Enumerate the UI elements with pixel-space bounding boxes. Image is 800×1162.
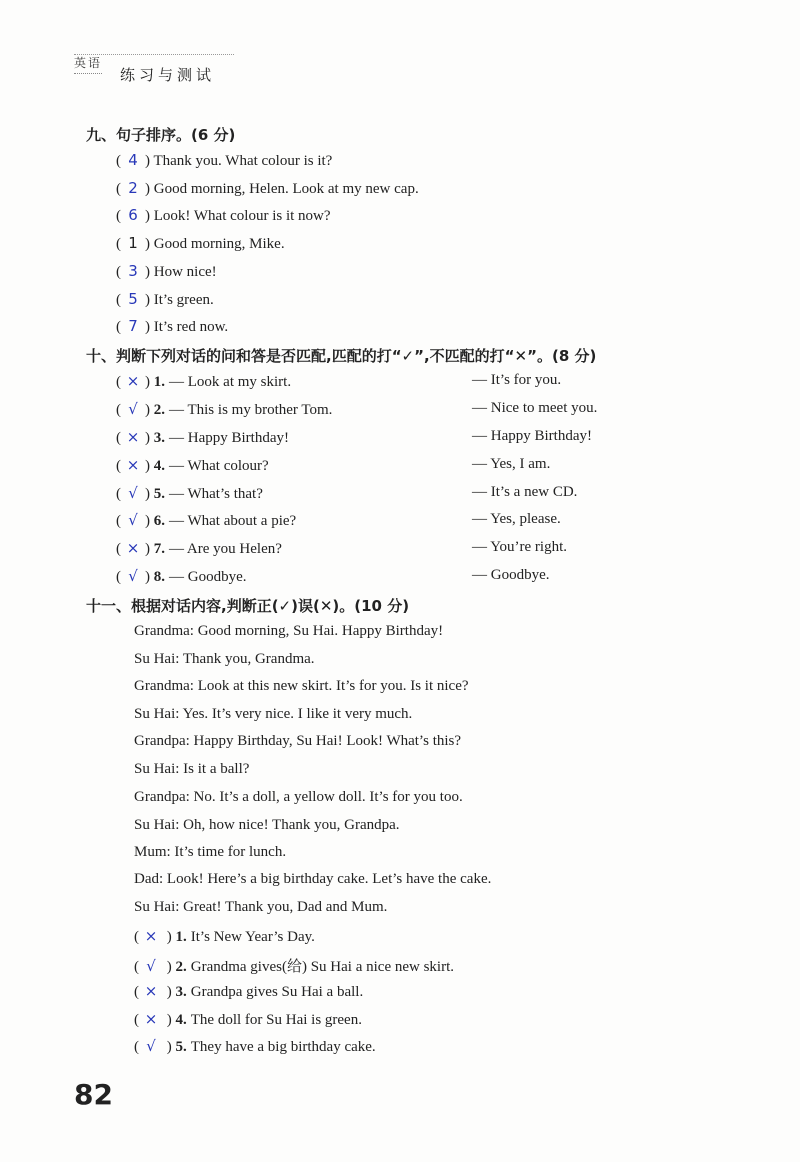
list-item: ( × ) 3. — Happy Birthday! — [116, 428, 289, 446]
question-text: — What’s that? — [169, 486, 263, 502]
answer-mark: 1 — [128, 234, 138, 252]
question-text: — Happy Birthday! — [169, 430, 289, 446]
answer-text: — Yes, I am. — [472, 456, 551, 472]
answer-mark: √ — [146, 957, 156, 975]
page-number: 82 — [74, 1078, 113, 1111]
dialogue-line: Mum: It’s time for lunch. — [134, 844, 287, 860]
dialogue-line: Grandpa: Happy Birthday, Su Hai! Look! What’s this? — [134, 733, 462, 749]
item-text: It’s green. — [153, 292, 214, 308]
list-item: ( √ ) 2. — This is my brother Tom. — [116, 400, 333, 418]
list-item: ( √ ) 5. — What’s that? — [116, 484, 263, 502]
list-item: ( √ ) 5. They have a big birthday cake. — [134, 1037, 376, 1055]
answer-mark: × — [144, 1010, 158, 1028]
item-text: Good morning, Helen. Look at my new cap. — [153, 181, 419, 197]
answer-text: — Happy Birthday! — [472, 428, 592, 444]
item-text: Grandma gives(给) Su Hai a nice new skirt. — [190, 959, 455, 975]
item-number: 8. — [153, 569, 165, 585]
answer-mark: √ — [146, 1037, 156, 1055]
list-item: ( × ) 1. It’s New Year’s Day. — [134, 927, 315, 945]
section10-title: 十、判断下列对话的问和答是否匹配,匹配的打“✓”,不匹配的打“✕”。(8 分) — [86, 347, 597, 365]
item-text: The doll for Su Hai is green. — [190, 1012, 362, 1028]
answer-mark: × — [126, 456, 140, 474]
answer-mark: × — [144, 927, 158, 945]
list-item: ( × ) 3. Grandpa gives Su Hai a ball. — [134, 982, 364, 1000]
question-text: — What about a pie? — [169, 513, 297, 529]
answer-mark: √ — [128, 567, 138, 585]
dialogue-line: Grandma: Good morning, Su Hai. Happy Birthday! — [134, 623, 444, 639]
list-item: ( 3 ) How nice! — [116, 262, 217, 280]
section9-title: 九、句子排序。(6 分) — [86, 126, 236, 144]
list-item: ( 2 ) Good morning, Helen. Look at my new cap. — [116, 179, 419, 197]
item-number: 6. — [153, 513, 165, 529]
answer-mark: × — [126, 539, 140, 557]
item-text: They have a big birthday cake. — [190, 1039, 376, 1055]
item-text: Grandpa gives Su Hai a ball. — [190, 984, 364, 1000]
item-text: How nice! — [153, 264, 217, 280]
question-text: — Goodbye. — [169, 569, 247, 585]
item-text: It’s New Year’s Day. — [190, 929, 315, 945]
answer-mark: 4 — [128, 151, 138, 169]
dialogue-line: Su Hai: Yes. It’s very nice. I like it very much. — [134, 706, 413, 722]
dialogue-line: Su Hai: Is it a ball? — [134, 761, 250, 777]
list-item: ( 5 ) It’s green. — [116, 290, 214, 308]
list-item: ( √ ) 6. — What about a pie? — [116, 511, 297, 529]
item-number: 5. — [175, 1039, 187, 1055]
answer-mark: 5 — [128, 290, 138, 308]
item-text: Good morning, Mike. — [153, 236, 285, 252]
item-number: 1. — [153, 374, 165, 390]
answer-mark: 3 — [128, 262, 138, 280]
dialogue-line: Grandma: Look at this new skirt. It’s for you. Is it nice? — [134, 678, 469, 694]
item-number: 2. — [175, 959, 187, 975]
list-item: ( 1 ) Good morning, Mike. — [116, 234, 285, 252]
item-text: Thank you. What colour is it? — [153, 153, 333, 169]
list-item: ( 7 ) It’s red now. — [116, 317, 229, 335]
answer-mark: √ — [128, 400, 138, 418]
list-item: ( 6 ) Look! What colour is it now? — [116, 206, 331, 224]
question-text: — Look at my skirt. — [169, 374, 292, 390]
item-number: 3. — [175, 984, 187, 1000]
item-text: It’s red now. — [153, 319, 229, 335]
dialogue-line: Su Hai: Oh, how nice! Thank you, Grandpa. — [134, 817, 400, 833]
answer-text: — It’s for you. — [472, 372, 562, 388]
list-item: ( √ ) 2. Grandma gives(给) Su Hai a nice new skirt. — [134, 957, 455, 975]
answer-mark: √ — [128, 484, 138, 502]
section11-title: 十一、根据对话内容,判断正(✓)误(✕)。(10 分) — [86, 597, 410, 615]
item-number: 3. — [153, 430, 165, 446]
answer-text: — It’s a new CD. — [472, 484, 578, 500]
item-number: 5. — [153, 486, 165, 502]
question-text: — Are you Helen? — [169, 541, 282, 557]
dialogue-line: Dad: Look! Here’s a big birthday cake. Let’s have the cake. — [134, 871, 492, 887]
answer-mark: 2 — [128, 179, 138, 197]
answer-mark: 6 — [128, 206, 138, 224]
dialogue-line: Su Hai: Thank you, Grandma. — [134, 651, 315, 667]
item-number: 7. — [153, 541, 165, 557]
question-text: — This is my brother Tom. — [169, 402, 333, 418]
item-text: Look! What colour is it now? — [153, 208, 331, 224]
list-item: ( × ) 1. — Look at my skirt. — [116, 372, 292, 390]
item-number: 4. — [153, 458, 165, 474]
item-number: 1. — [175, 929, 187, 945]
answer-mark: × — [126, 372, 140, 390]
list-item: ( √ ) 8. — Goodbye. — [116, 567, 247, 585]
list-item: ( × ) 7. — Are you Helen? — [116, 539, 282, 557]
item-number: 2. — [153, 402, 165, 418]
answer-mark: √ — [128, 511, 138, 529]
list-item: ( × ) 4. — What colour? — [116, 456, 269, 474]
answer-text: — You’re right. — [472, 539, 568, 555]
answer-text: — Goodbye. — [472, 567, 550, 583]
answer-mark: 7 — [128, 317, 138, 335]
answer-text: — Nice to meet you. — [472, 400, 598, 416]
subject-label: 英语 — [74, 54, 102, 74]
page-header — [74, 54, 236, 88]
list-item: ( × ) 4. The doll for Su Hai is green. — [134, 1010, 362, 1028]
answer-mark: × — [144, 982, 158, 1000]
book-title: 练习与测试 — [120, 66, 216, 84]
answer-mark: × — [126, 428, 140, 446]
list-item: ( 4 ) Thank you. What colour is it? — [116, 151, 333, 169]
dialogue-line: Su Hai: Great! Thank you, Dad and Mum. — [134, 899, 388, 915]
item-number: 4. — [175, 1012, 187, 1028]
question-text: — What colour? — [169, 458, 269, 474]
answer-text: — Yes, please. — [472, 511, 561, 527]
dialogue-line: Grandpa: No. It’s a doll, a yellow doll. It’s for you too. — [134, 789, 463, 805]
